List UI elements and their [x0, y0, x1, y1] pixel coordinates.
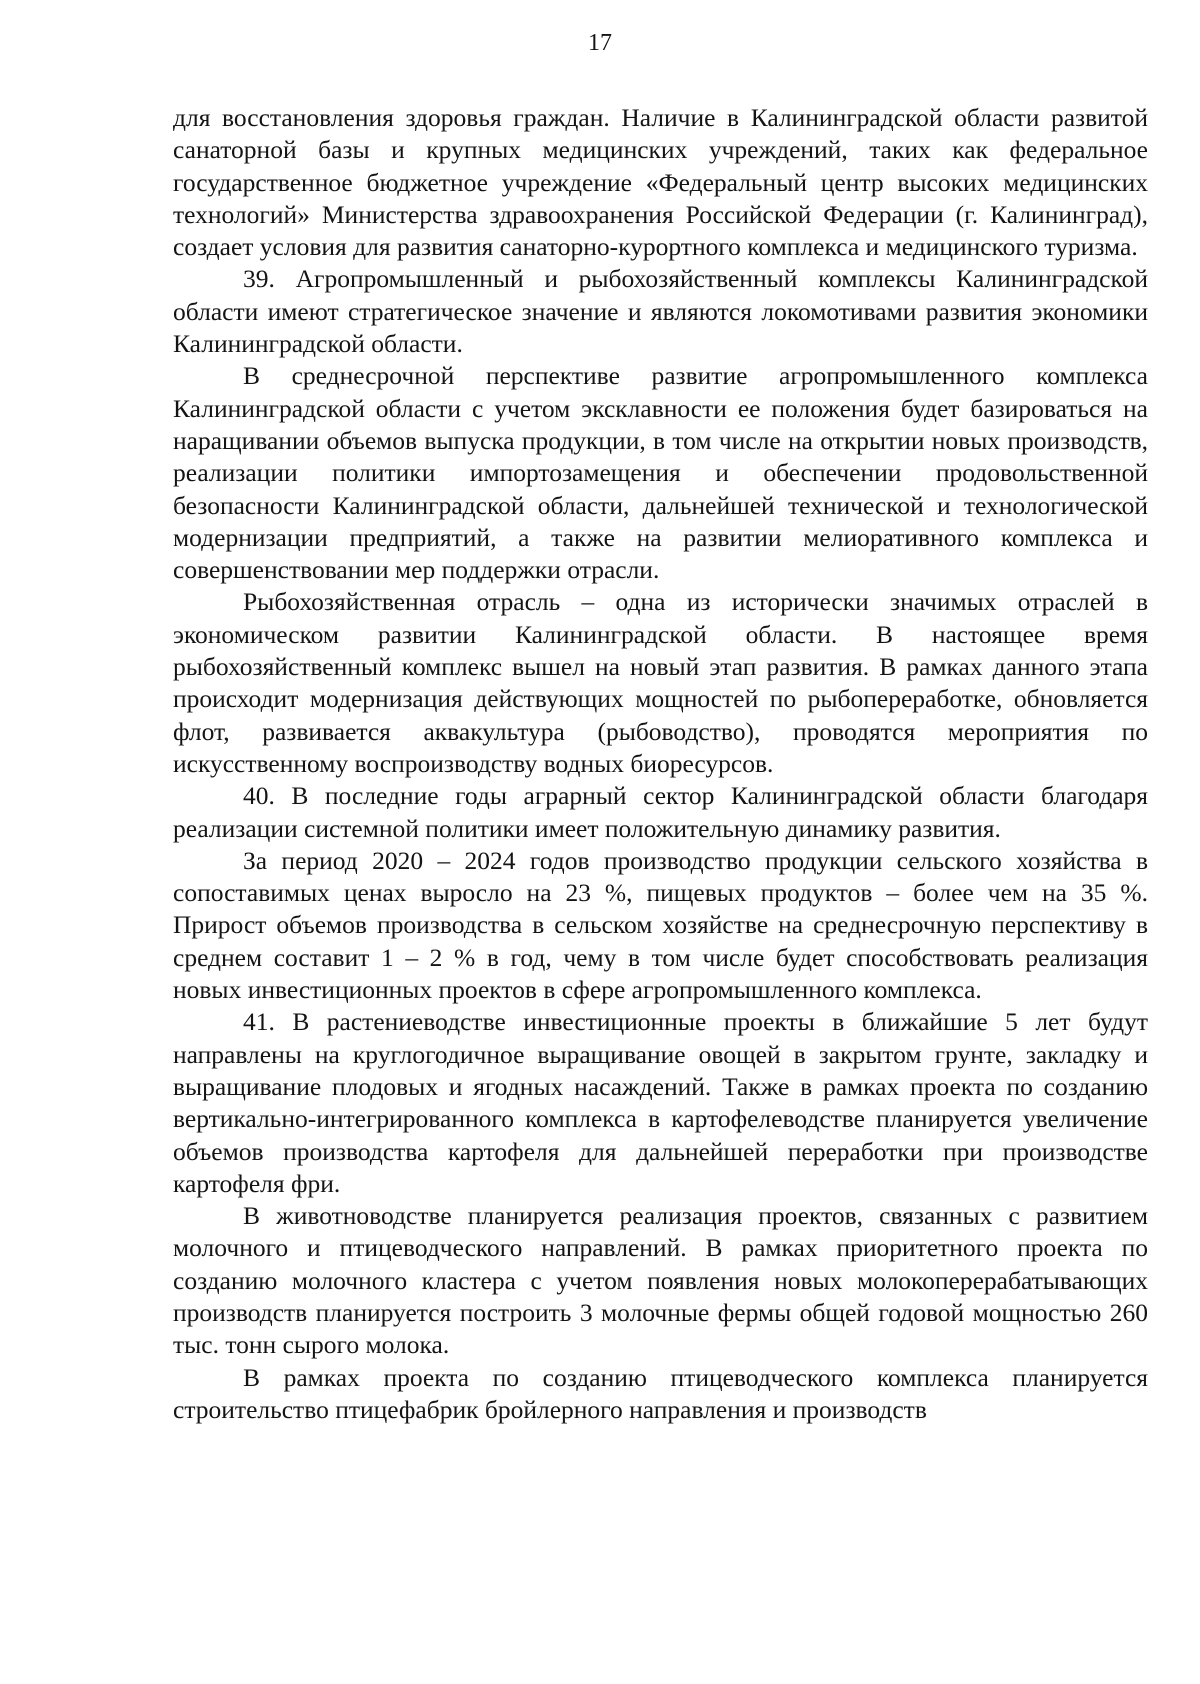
paragraph-40-agrarian-sector: 40. В последние годы аграрный сектор Калининградской области благодаря реализации системной политики имеет положительную динамику развития.	[173, 781, 1148, 843]
paragraph-fishing-industry: Рыбохозяйственная отрасль – одна из исторически значимых отраслей в экономическом развитии Калининградской области. В настоящее время рыбохозяйственный комплекс вышел на новый этап развития. В рамках данного этапа происходит модернизация действующих мощностей по рыбопереработке, обновляется флот, развивается аквакультура (рыбоводство), проводятся мероприятия по искусственному воспроизводству водных биоресурсов.	[173, 587, 1148, 778]
paragraph-41-crop-production: 41. В растениеводстве инвестиционные проекты в ближайшие 5 лет будут направлены на круглогодичное выращивание овощей в закрытом грунте, закладку и выращивание плодовых и ягодных насаждений. Также в рамках проекта по созданию вертикально-интегрированного комплекса в картофелеводстве планируется увеличение объемов производства картофеля для дальнейшей переработки при производстве картофеля фри.	[173, 1007, 1148, 1198]
page-number: 17	[588, 30, 612, 56]
paragraph-production-growth: За период 2020 – 2024 годов производство продукции сельского хозяйства в сопоставимых ценах выросло на 23 %, пищевых продуктов – более чем на 35 %. Прирост объемов производства в сельском хозяйстве на среднесрочную перспективу в среднем составит 1 – 2 % в год, чему в том числе будет способствовать реализация новых инвестиционных проектов в сфере агропромышленного комплекса.	[173, 845, 1148, 1005]
paragraph-livestock: В животноводстве планируется реализация проектов, связанных с развитием молочного и птицеводческого направлений. В рамках приоритетного проекта по созданию молочного кластера с учетом появления новых молокоперерабатывающих производств планируется построить 3 молочные фермы общей годовой мощностью 260 тыс. тонн сырого молока.	[173, 1201, 1148, 1360]
paragraph-health-infrastructure: для восстановления здоровья граждан. Наличие в Калининградской области развитой санаторной базы и крупных медицинских учреждений, таких как федеральное государственное бюджетное учреждение «Федеральный центр высоких медицинских технологий» Министерства здравоохранения Российской Федерации (г. Калининград), создает условия для развития санаторно-курортного комплекса и медицинского туризма.	[173, 103, 1148, 262]
paragraph-poultry-complex: В рамках проекта по созданию птицеводческого комплекса планируется строительство птицефабрик бройлерного направления и производств	[173, 1362, 1148, 1424]
paragraph-39-agro-fish-complexes: 39. Агропромышленный и рыбохозяйственный комплексы Калининградской области имеют стратегическое значение и являются локомотивами развития экономики Калининградской области.	[173, 264, 1148, 359]
paragraph-agro-mid-term-outlook: В среднесрочной перспективе развитие агропромышленного комплекса Калининградской области с учетом эксклавности ее положения будет базироваться на наращивании объемов выпуска продукции, в том числе на открытии новых производств, реализации политики импортозамещения и обеспечении продовольственной безопасности Калининградской области, дальнейшей технической и технологической модернизации предприятий, а также на развитии мелиоративного комплекса и совершенствовании мер поддержки отрасли.	[173, 361, 1148, 585]
document-body	[173, 102, 1148, 1426]
